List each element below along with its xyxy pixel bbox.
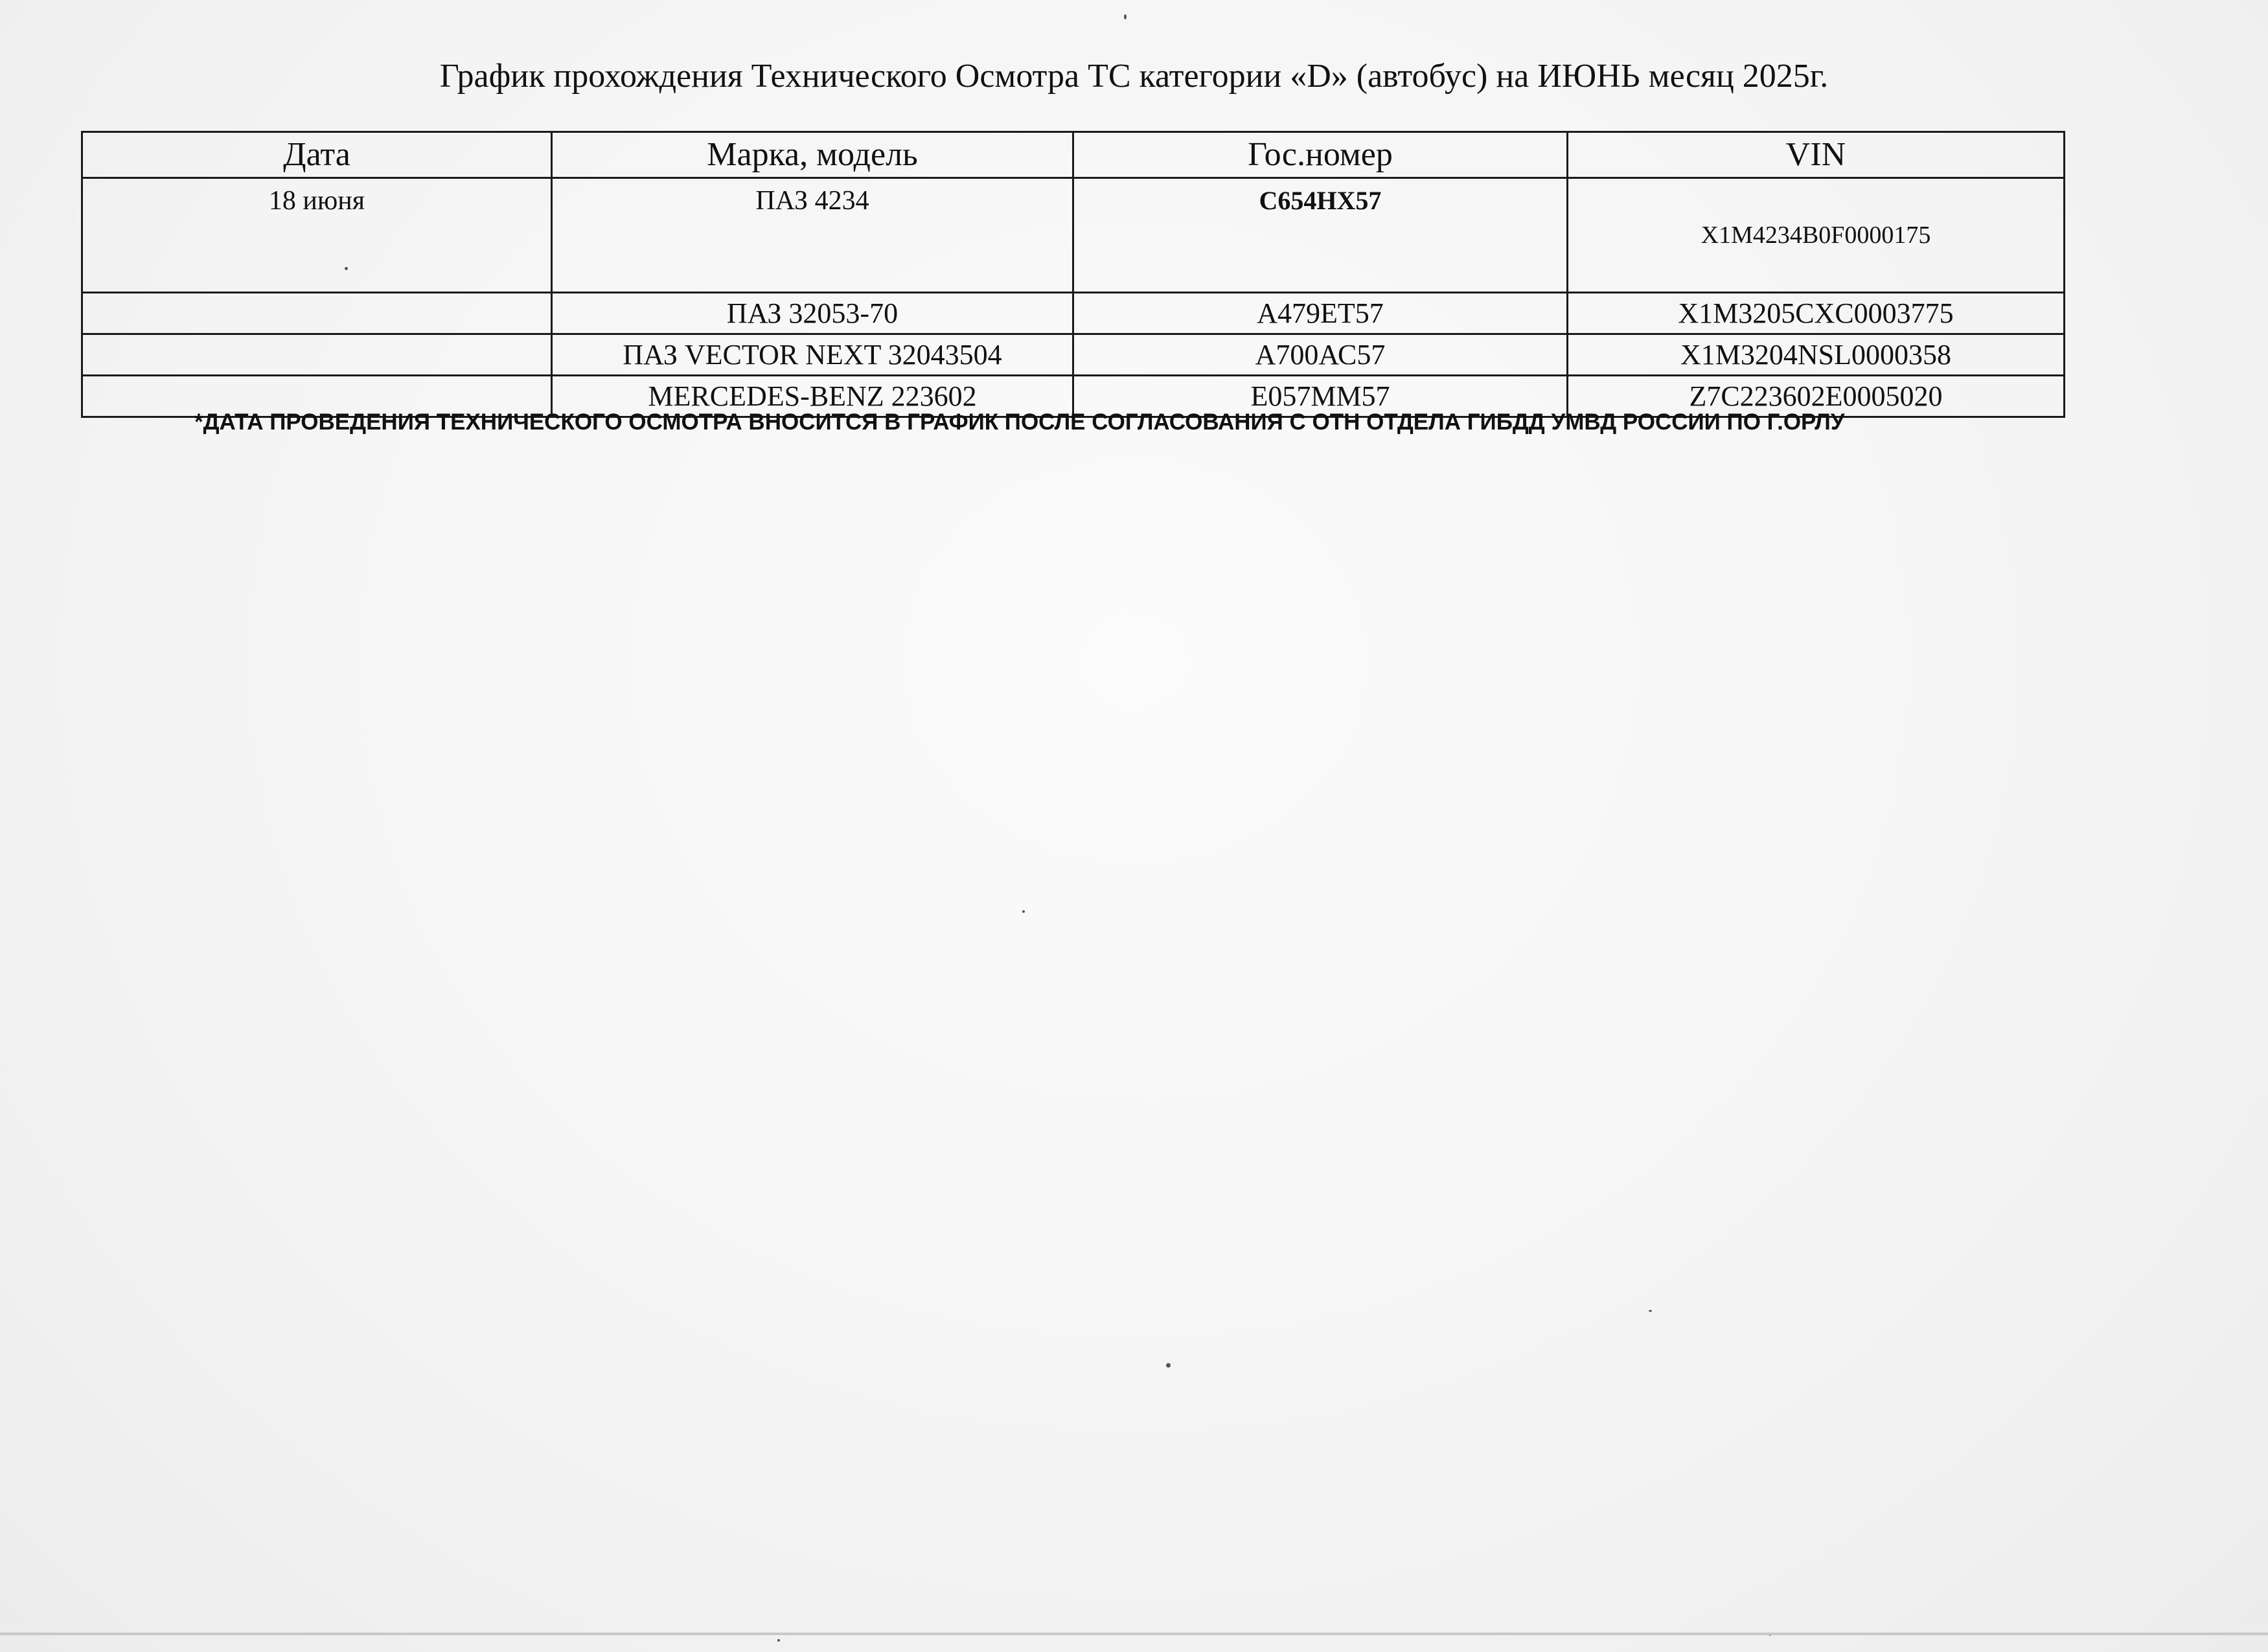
cell-plate: Е057ММ57: [1073, 376, 1568, 417]
table-row: [82, 293, 2065, 334]
table-header-row: [82, 132, 2065, 178]
cell-plate: А479ЕТ57: [1073, 293, 1568, 334]
header-plate: Гос.номер: [1073, 132, 1568, 178]
inspection-schedule-table: [81, 131, 2065, 418]
scan-speck: [1022, 910, 1025, 913]
cell-plate: А700АС57: [1073, 334, 1568, 376]
cell-model: MERCEDES-BENZ 223602: [552, 376, 1073, 417]
scan-speck: [345, 267, 348, 270]
scan-speck: [1166, 1363, 1171, 1368]
cell-vin: X1M3204NSL0000358: [1568, 334, 2065, 376]
footnote: *ДАТА ПРОВЕДЕНИЯ ТЕХНИЧЕСКОГО ОСМОТРА ВНОСИТСЯ В ГРАФИК ПОСЛЕ СОГЛАСОВАНИЯ С ОТН ОТДЕЛА ГИБДД УМВД РОССИИ ПО Г.ОРЛУ: [194, 409, 1845, 435]
cell-model: ПАЗ VECTOR NEXT 32043504: [552, 334, 1073, 376]
cell-date: [82, 293, 552, 334]
header-date: Дата: [82, 132, 552, 178]
cell-vin: Z7C223602E0005020: [1568, 376, 2065, 417]
cell-date: 18 июня: [82, 178, 552, 293]
page-edge: [0, 1633, 2268, 1635]
cell-vin: X1M4234B0F0000175: [1568, 178, 2065, 293]
cell-model: ПАЗ 4234: [552, 178, 1073, 293]
cell-model: ПАЗ 32053-70: [552, 293, 1073, 334]
scan-speck: [1124, 14, 1127, 19]
cell-date: [82, 334, 552, 376]
table-row: [82, 178, 2065, 293]
scan-speck: [1649, 1310, 1652, 1312]
header-vin: VIN: [1568, 132, 2065, 178]
cell-vin: X1M3205CXC0003775: [1568, 293, 2065, 334]
table-row: [82, 334, 2065, 376]
document-title: График прохождения Технического Осмотра ТС категории «D» (автобус) на ИЮНЬ месяц 2025г.: [439, 58, 1829, 95]
header-model: Марка, модель: [552, 132, 1073, 178]
cell-plate: С654НХ57: [1073, 178, 1568, 293]
scan-speck: [777, 1639, 780, 1642]
